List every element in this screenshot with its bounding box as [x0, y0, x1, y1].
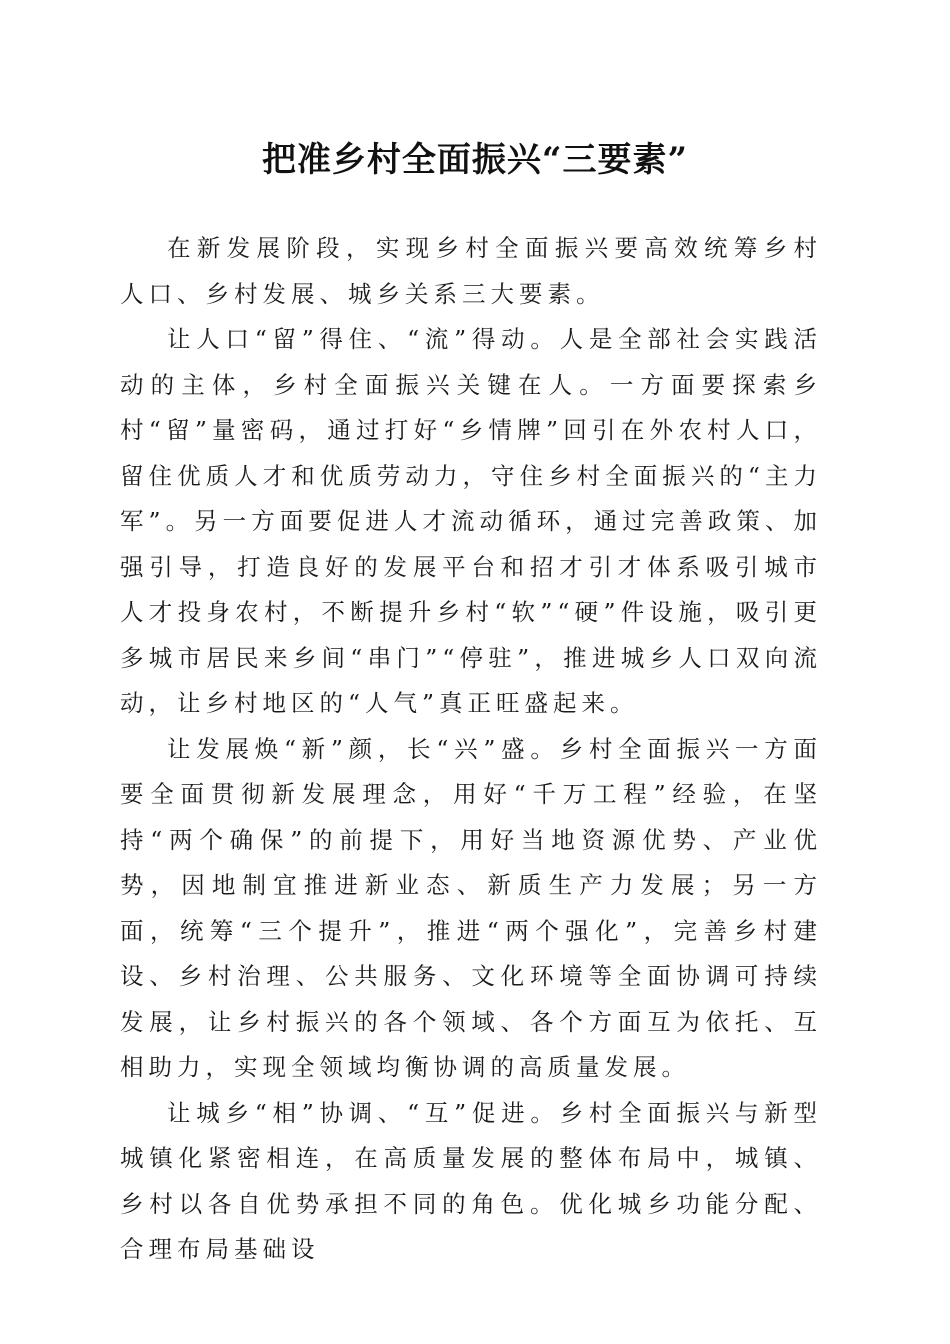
paragraph-development: 让发展焕“新”颜，长“兴”盛。乡村全面振兴一方面要全面贯彻新发展理念，用好“千万工程”经验，在坚持“两个确保”的前提下，用好当地资源优势、产业优势，因地制宜推进新业态、新质生产力发展；另一方面，统筹“三个提升”，推进“两个强化”，完善乡村建设、乡村治理、公共服务、文化环境等全面协调可持续发展，让乡村振兴的各个领域、各个方面互为依托、互相助力，实现全领域均衡协调的高质量发展。 — [120, 734, 822, 1081]
document-body — [120, 226, 822, 1273]
paragraph-intro: 在新发展阶段，实现乡村全面振兴要高效统筹乡村人口、乡村发展、城乡关系三大要素。 — [120, 234, 822, 308]
paragraph-population: 让人口“留”得住、“流”得动。人是全部社会实践活动的主体，乡村全面振兴关键在人。一方面要探索乡村“留”量密码，通过打好“乡情牌”回引在外农村人口，留住优质人才和优质劳动力，守住乡村全面振兴的“主力军”。另一方面要促进人才流动循环，通过完善政策、加强引导，打造良好的发展平台和招才引才体系吸引城市人才投身农村，不断提升乡村“软”“硬”件设施，吸引更多城市居民来乡间“串门”“停驻”，推进城乡人口双向流动，让乡村地区的“人气”真正旺盛起来。 — [120, 325, 822, 717]
paragraph-urban-rural: 让城乡“相”协调、“互”促进。乡村全面振兴与新型城镇化紧密相连，在高质量发展的整体布局中，城镇、乡村以各自优势承担不同的角色。优化城乡功能分配、合理布局基础设 — [120, 1098, 822, 1263]
document-title: 把准乡村全面振兴“三要素” — [261, 140, 689, 180]
